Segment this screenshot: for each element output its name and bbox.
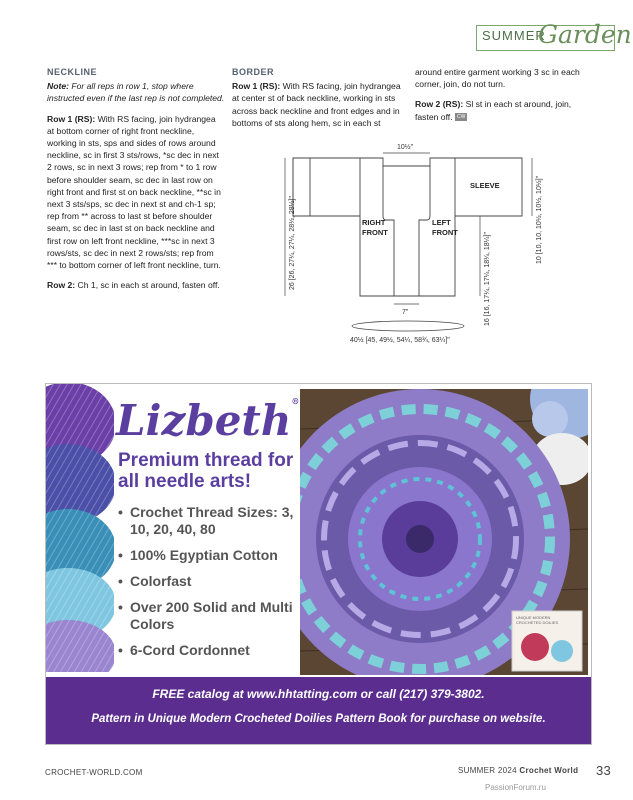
issue-footer bbox=[458, 763, 612, 778]
border-row1 bbox=[232, 80, 407, 129]
height-label: 26 [26, 27¼, 27¼, 28½, 28½]" bbox=[289, 196, 296, 290]
neckline-row1-text: With RS facing, join hydrangea at bottom corner of right front neckline, working in sts, sps and sides of rows around neckline, sc in first 3 sts/rows, *sc dec in next 2 rows, sc in next 3 rows; rep from * to 1 row before shoulder seam, sc dec in last row on right front and first st on back neckline, **sc in next 3 sts/sps, sc dec in next st and ch-1 sp; rep from ** across to last st before shoulder seam, sc dec in last st on back neckline and first row on left front neckline, ***sc in next 3 rows/sts, sc dec in next 2 rows/sts; rep from *** to bottom corner of left front neckline, turn. bbox=[47, 113, 221, 271]
ad-pattern-line: Pattern in Unique Modern Crocheted Doilies Pattern Book for purchase on website. bbox=[91, 713, 546, 725]
neckline-note bbox=[47, 80, 225, 104]
border-row2-label: Row 2 (RS): bbox=[415, 99, 464, 110]
page-number: 33 bbox=[596, 763, 612, 778]
summer-garden-logo bbox=[476, 18, 632, 52]
border-row1-continued: around entire garment working 3 sc in each corner, join, do not turn. bbox=[415, 67, 580, 90]
registered-mark: ® bbox=[291, 396, 300, 406]
front-opening bbox=[383, 166, 430, 296]
left-front-label-1: LEFT bbox=[432, 218, 451, 227]
feature-list bbox=[118, 504, 308, 668]
feature-item: • Crochet Thread Sizes: 3, 10, 20, 40, 80 bbox=[118, 504, 308, 538]
doily-photo bbox=[300, 389, 588, 675]
border-section bbox=[232, 66, 407, 137]
bottom-dim-label: 40½ [45, 49½, 54¼, 58¾, 63¼]" bbox=[350, 337, 450, 344]
logo-garden-text: Garden bbox=[538, 20, 632, 49]
watermark: PassionForum.ru bbox=[485, 783, 546, 792]
feature-item: • Colorfast bbox=[118, 573, 308, 590]
right-front-label-2: FRONT bbox=[362, 228, 388, 237]
feature-item: • Over 200 Solid and Multi Colors bbox=[118, 599, 308, 633]
border-row1-text: With RS facing, join hydrangea at center st of back neckline, working in sts across back neckline and front edges and in bottoms of sts along hem, sc in each st bbox=[232, 81, 401, 128]
magazine-label: Crochet World bbox=[519, 766, 579, 775]
ad-tagline: Premium thread for all needle arts! bbox=[118, 450, 294, 492]
feature-item: • 100% Egyptian Cotton bbox=[118, 547, 308, 564]
left-front-label-2: FRONT bbox=[432, 228, 458, 237]
book-title-1: UNIQUE MODERN bbox=[516, 615, 551, 620]
cw-end-mark: CW bbox=[456, 114, 466, 121]
neckline-row2-label: Row 2: bbox=[47, 280, 76, 291]
border-continued bbox=[415, 66, 595, 131]
border-row2 bbox=[415, 98, 595, 122]
border-heading: BORDER bbox=[232, 67, 275, 77]
gap-label: 7" bbox=[402, 309, 409, 316]
border-row2-text: Sl st in each st around, join, fasten off. bbox=[415, 99, 572, 122]
ad-catalog-line: FREE catalog at www.hhtatting.com or call (217) 379-3802. bbox=[152, 687, 485, 701]
front-height-label: 16 [16, 17¼, 17¼, 18¼, 18¼]" bbox=[484, 232, 491, 326]
lizbeth-brand bbox=[116, 396, 299, 445]
neckline-row2 bbox=[47, 279, 225, 291]
neck-width-label: 10½" bbox=[397, 144, 414, 151]
brand-text: Lizbeth bbox=[116, 396, 292, 445]
sleeve-dim-label: 10 [10, 10, 10½, 10½, 10½]" bbox=[536, 175, 543, 264]
note-text: For all reps in row 1, stop where instructed even if the last rep is not completed. bbox=[47, 81, 225, 104]
neckline-row2-text: Ch 1, sc in each st around, fasten off. bbox=[75, 280, 220, 291]
right-front-label-1: RIGHT bbox=[362, 218, 386, 227]
website-footer: CROCHET-WORLD.COM bbox=[45, 768, 143, 777]
garment-schematic bbox=[280, 138, 550, 348]
logo-summer-text: SUMMER bbox=[482, 28, 546, 43]
thread-spools-image bbox=[46, 384, 114, 672]
neckline-heading: NECKLINE bbox=[47, 67, 98, 77]
neckline-row1 bbox=[47, 113, 225, 272]
neckline-section bbox=[47, 66, 225, 299]
ad-footer-bar bbox=[46, 677, 591, 744]
sleeve-label: SLEEVE bbox=[470, 181, 500, 190]
feature-item: • 6-Cord Cordonnet bbox=[118, 642, 308, 659]
lizbeth-advertisement bbox=[45, 383, 592, 745]
issue-label: SUMMER 2024 bbox=[458, 766, 517, 775]
neckline-row1-label: Row 1 (RS): bbox=[47, 113, 96, 124]
hem-ellipse bbox=[352, 321, 464, 331]
border-row1-label: Row 1 (RS): bbox=[232, 81, 281, 92]
book-title-2: CROCHETED DOILIES bbox=[516, 620, 559, 625]
note-label: Note: bbox=[47, 81, 69, 92]
